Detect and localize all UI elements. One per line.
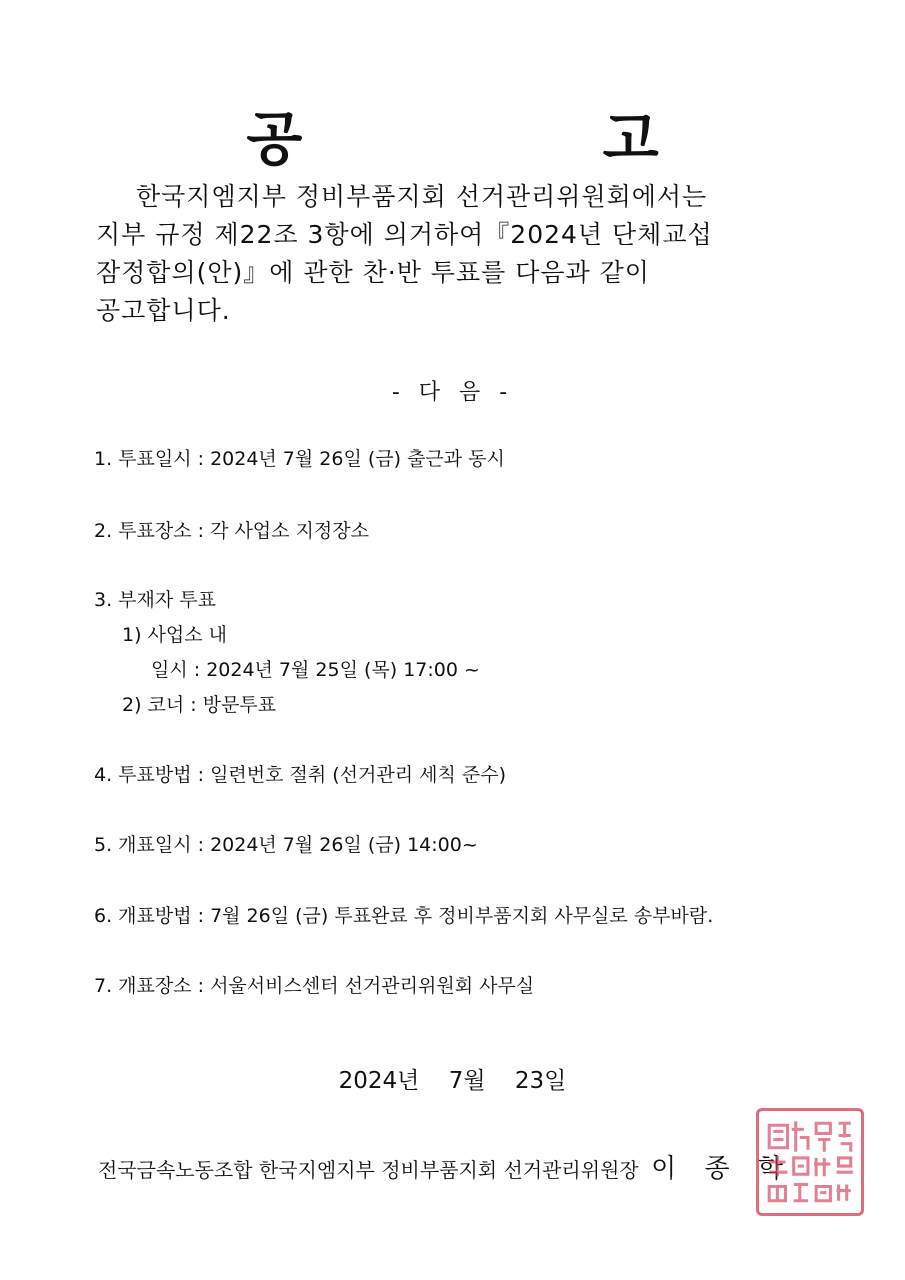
section-heading: - 다 음 -: [391, 380, 514, 405]
intro-line-3: 잠정합의(안)』에 관한 찬·반 투표를 다음과 같이: [96, 258, 650, 287]
item-counting-method: 6. 개표방법 : 7월 26일 (금) 투표완료 후 정비부품지회 사무실로 송부바람.: [94, 905, 714, 927]
item-counting-place: 7. 개표장소 : 서울서비스센터 선거관리위원회 사무실: [94, 975, 535, 997]
signature-name: 이 종 학: [651, 1154, 793, 1184]
signature-line: [98, 1148, 793, 1185]
item-absentee-office-datetime: 일시 : 2024년 7월 25일 (목) 17:00 ~: [151, 659, 480, 681]
intro-line-1: 한국지엠지부 정비부품지회 선거관리위원회에서는: [136, 182, 708, 211]
item-voting-place: 2. 투표장소 : 각 사업소 지정장소: [94, 520, 369, 542]
intro-line-4: 공고합니다.: [96, 296, 231, 325]
item-voting-method: 4. 투표방법 : 일련번호 절취 (선거관리 세칙 준수): [94, 764, 507, 786]
intro-paragraph: [96, 178, 816, 330]
intro-line-2: 지부 규정 제22조 3항에 의거하여『2024년 단체교섭: [96, 220, 713, 249]
official-seal-icon: [756, 1108, 864, 1216]
item-absentee-voting: 3. 부재자 투표: [94, 589, 216, 611]
item-voting-datetime: 1. 투표일시 : 2024년 7월 26일 (금) 출근과 동시: [94, 448, 505, 470]
item-absentee-office: 1) 사업소 내: [122, 624, 227, 646]
item-counting-datetime: 5. 개표일시 : 2024년 7월 26일 (금) 14:00~: [94, 834, 478, 856]
notice-date: 2024년 7월 23일: [338, 1068, 567, 1094]
signature-org: 전국금속노동조합 한국지엠지부 정비부품지회 선거관리위원장: [98, 1158, 639, 1182]
item-absentee-corner: 2) 코너 : 방문투표: [122, 694, 277, 716]
page-title: 공 고: [246, 105, 799, 173]
